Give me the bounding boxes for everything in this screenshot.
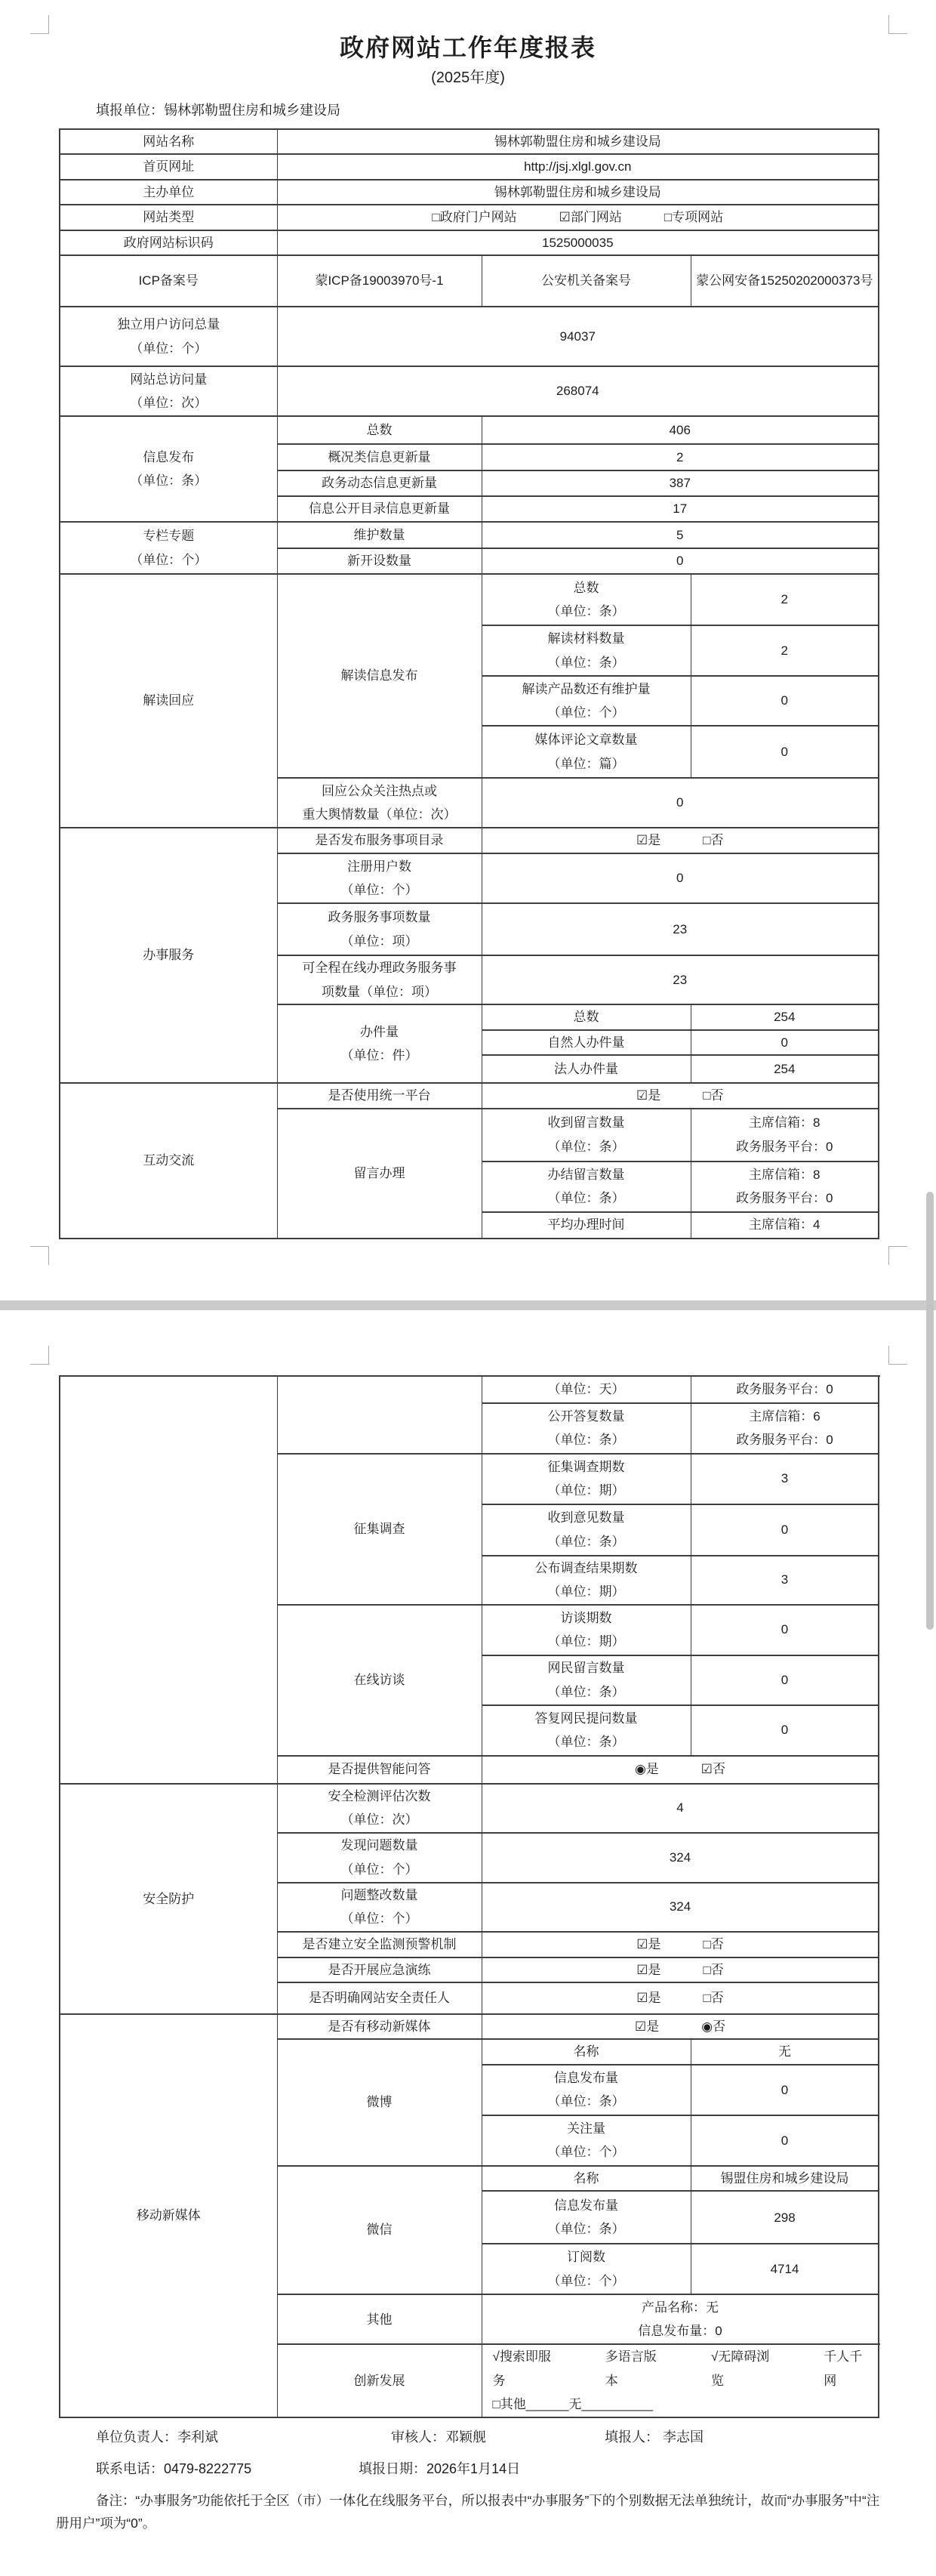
metric-label: 公布调查结果期数 （单位：期） <box>482 1556 691 1605</box>
host-unit-label: 主办单位 <box>60 180 277 205</box>
metric-value: 0 <box>482 853 879 903</box>
uv-value: 94037 <box>277 307 879 366</box>
page1-top-right-crop-mark <box>888 15 907 34</box>
police-value: 蒙公网安备15250202000373号 <box>691 255 879 307</box>
site-code-value: 1525000035 <box>277 230 879 255</box>
metric-value: 17 <box>482 496 879 522</box>
metric-value: 298 <box>691 2191 879 2244</box>
wechat-label: 微信 <box>277 2166 482 2294</box>
metric-label: 信息发布量 （单位：条） <box>482 2065 691 2115</box>
metric-label: 公开答复数量 （单位：条） <box>482 1403 691 1454</box>
msg-label-continued-cell <box>277 1376 482 1454</box>
host-unit-value: 锡林郭勒盟住房和城乡建设局 <box>277 180 879 205</box>
interact-platform-label: 是否使用统一平台 <box>277 1083 482 1108</box>
checkbox-yes: ☑是 <box>636 1991 661 2006</box>
interact-section-continued-cell <box>60 1376 277 1784</box>
section-interpret: 解读回应 <box>60 574 277 828</box>
interact-platform-value <box>482 1083 879 1108</box>
site-name-value: 锡林郭勒盟住房和城乡建设局 <box>277 129 879 154</box>
innovation-item: 多语言版本 <box>605 2349 657 2388</box>
security-question-value <box>482 1957 879 1982</box>
metric-label: （单位：天） <box>482 1376 691 1403</box>
newmedia-has-value <box>482 2014 879 2039</box>
metric-label: 概况类信息更新量 <box>277 444 482 470</box>
metric-value: 0 <box>691 1655 879 1705</box>
metric-label: 维护数量 <box>277 522 482 548</box>
security-question-label: 是否开展应急演练 <box>277 1957 482 1982</box>
checkbox-yes: ☑是 <box>636 1936 661 1951</box>
metric-label: 安全检测评估次数 （单位：次） <box>277 1784 482 1833</box>
checkbox-yes: ☑是 <box>636 1962 661 1977</box>
metric-value: 0 <box>691 1030 879 1055</box>
interview-sub-label: 在线访谈 <box>277 1605 482 1756</box>
section-security: 安全防护 <box>60 1784 277 2014</box>
metric-value: 主席信箱：6 政务服务平台：0 <box>691 1403 879 1454</box>
home-url-value: http://jsj.xlgl.gov.cn <box>277 154 879 179</box>
security-question-value <box>482 1982 879 2014</box>
metric-label: 政务动态信息更新量 <box>277 470 482 496</box>
metric-label: 法人办件量 <box>482 1055 691 1083</box>
checkbox-no: □否 <box>703 1962 724 1977</box>
metric-label: 总数 <box>277 416 482 444</box>
radio-no: ◉否 <box>701 2019 726 2034</box>
metric-label: 信息公开目录信息更新量 <box>277 496 482 522</box>
checkbox-yes: ☑是 <box>636 1088 661 1103</box>
section-newmedia: 移动新媒体 <box>60 2014 277 2417</box>
page1-bottom-left-crop-mark <box>30 1246 49 1265</box>
icp-label: ICP备案号 <box>60 255 277 307</box>
metric-value: 4714 <box>691 2244 879 2294</box>
innovation-value <box>482 2344 879 2417</box>
security-question-label: 是否建立安全监测预警机制 <box>277 1932 482 1957</box>
footer-contacts <box>0 2457 936 2480</box>
metric-value: 0 <box>691 1705 879 1756</box>
site-type-value <box>277 205 879 230</box>
metric-value: 主席信箱：4 <box>691 1212 879 1239</box>
newmedia-has-label: 是否有移动新媒体 <box>277 2014 482 2039</box>
metric-label: 收到意见数量 （单位：条） <box>482 1504 691 1556</box>
metric-label: 问题整改数量 （单位：个） <box>277 1883 482 1932</box>
service-catalog-label: 是否发布服务事项目录 <box>277 828 482 853</box>
respond-hotspot-value: 0 <box>482 778 879 828</box>
metric-value: 5 <box>482 522 879 548</box>
metric-label: 政务服务事项数量 （单位：项） <box>277 903 482 955</box>
metric-value: 23 <box>482 903 879 955</box>
checkbox-no: ☑否 <box>700 1762 726 1777</box>
section-service: 办事服务 <box>60 828 277 1083</box>
qa-label: 是否提供智能问答 <box>277 1756 482 1784</box>
metric-value: 0 <box>691 1504 879 1556</box>
metric-value: 387 <box>482 470 879 496</box>
report-table-page2 <box>59 1375 879 2418</box>
report-title: 政府网站工作年度报表 <box>339 34 596 61</box>
service-catalog-value <box>482 828 879 853</box>
home-url-label: 首页网址 <box>60 154 277 179</box>
metric-value: 324 <box>482 1833 879 1883</box>
metric-value: 0 <box>691 676 879 726</box>
section-interact: 互动交流 <box>60 1083 277 1238</box>
footer-signatures <box>0 2426 936 2448</box>
page1-top-left-crop-mark <box>30 15 49 34</box>
metric-label: 订阅数 （单位：个） <box>482 2244 691 2294</box>
innovation-other: □其他______无__________ <box>492 2397 654 2412</box>
metric-label: 访谈期数 （单位：期） <box>482 1605 691 1655</box>
checkbox-no: □否 <box>703 1991 724 2006</box>
footer-note: 备注：“办事服务”功能依托于全区（市）一体化在线服务平台，所以报表中“办事服务”下的个别数据无法单独统计，故而“办事服务”中“注册用户”项为“0”。 <box>56 2492 880 2531</box>
pv-value: 268074 <box>277 366 879 416</box>
metric-label: 新开设数量 <box>277 548 482 574</box>
metric-label: 平均办理时间 <box>482 1212 691 1239</box>
checkbox-no: □否 <box>703 1088 724 1103</box>
metric-value: 锡盟住房和城乡建设局 <box>691 2166 879 2191</box>
metric-value: 2 <box>691 574 879 625</box>
security-question-label: 是否明确网站安全责任人 <box>277 1982 482 2014</box>
report-table-page1 <box>59 128 879 1239</box>
innovation-item: 千人千网 <box>824 2349 863 2388</box>
other-media-label: 其他 <box>277 2294 482 2344</box>
metric-value: 主席信箱：8 政务服务平台：0 <box>691 1162 879 1212</box>
section-info-pub: 信息发布 （单位：条） <box>60 416 277 522</box>
metric-value: 无 <box>691 2039 879 2064</box>
site-type-option-department: ☑部门网站 <box>559 210 622 225</box>
metric-value: 4 <box>482 1784 879 1833</box>
footer-filler: 填报人： 李志国 <box>605 2429 704 2445</box>
metric-label: 收到留言数量 （单位：条） <box>482 1109 691 1162</box>
metric-value: 2 <box>482 444 879 470</box>
metric-label: 发现问题数量 （单位：个） <box>277 1833 482 1883</box>
metric-value: 2 <box>691 625 879 676</box>
metric-value: 0 <box>691 726 879 778</box>
metric-value: 3 <box>691 1556 879 1605</box>
metric-value: 3 <box>691 1454 879 1504</box>
innovation-item: √搜索即服务 <box>492 2349 551 2388</box>
police-label: 公安机关备案号 <box>482 255 691 307</box>
site-type-option-portal: □政府门户网站 <box>432 210 517 225</box>
metric-label: 答复网民提问数量 （单位：条） <box>482 1705 691 1756</box>
icp-value: 蒙ICP备19003970号-1 <box>277 255 482 307</box>
checkbox-yes: ☑是 <box>636 833 661 848</box>
service-volume-label: 办件量 （单位：件） <box>277 1004 482 1083</box>
metric-value: 0 <box>482 548 879 574</box>
vertical-scrollbar-thumb[interactable] <box>926 1192 934 1630</box>
qa-value <box>482 1756 879 1784</box>
metric-label: 媒体评论文章数量 （单位：篇） <box>482 726 691 778</box>
metric-value: 0 <box>691 1605 879 1655</box>
metric-value: 0 <box>691 2115 879 2166</box>
site-type-option-special: □专项网站 <box>664 210 724 225</box>
page2-top-left-crop-mark <box>30 1346 49 1365</box>
site-name-label: 网站名称 <box>60 129 277 154</box>
metric-value: 254 <box>691 1004 879 1029</box>
metric-value: 0 <box>691 2065 879 2115</box>
metric-label: 办结留言数量 （单位：条） <box>482 1162 691 1212</box>
section-special-columns: 专栏专题 （单位：个） <box>60 522 277 574</box>
footer-date: 填报日期：2026年1月14日 <box>359 2460 521 2476</box>
metric-value: 23 <box>482 955 879 1004</box>
metric-label: 网民留言数量 （单位：条） <box>482 1655 691 1705</box>
footer-auditor: 审核人：邓颖舰 <box>391 2429 487 2445</box>
metric-label: 自然人办件量 <box>482 1030 691 1055</box>
metric-label: 名称 <box>482 2166 691 2191</box>
metric-label: 名称 <box>482 2039 691 2064</box>
metric-label: 总数 <box>482 1004 691 1029</box>
metric-label: 征集调查期数 （单位：期） <box>482 1454 691 1504</box>
metric-label: 总数 （单位：条） <box>482 574 691 625</box>
security-question-value <box>482 1932 879 1957</box>
metric-value: 324 <box>482 1883 879 1932</box>
checkbox-no: □否 <box>703 833 724 848</box>
metric-value: 254 <box>691 1055 879 1083</box>
footer-leader: 单位负责人：李利斌 <box>96 2429 218 2445</box>
uv-label: 独立用户访问总量 （单位：个） <box>60 307 277 366</box>
pv-label: 网站总访问量 （单位：次） <box>60 366 277 416</box>
section-innovation: 创新发展 <box>277 2344 482 2417</box>
report-unit-line: 填报单位：锡林郭勒盟住房和城乡建设局 <box>96 103 340 118</box>
respond-hotspot-label: 回应公众关注热点或 重大舆情数量（单位：次） <box>277 778 482 828</box>
site-type-label: 网站类型 <box>60 205 277 230</box>
site-code-label: 政府网站标识码 <box>60 230 277 255</box>
radio-yes: ◉是 <box>634 1762 659 1777</box>
report-subtitle: (2025年度) <box>431 69 505 86</box>
weibo-label: 微博 <box>277 2039 482 2165</box>
metric-label: 信息发布量 （单位：条） <box>482 2191 691 2244</box>
checkbox-yes: ☑是 <box>634 2019 660 2034</box>
footer-phone: 联系电话：0479-8222775 <box>96 2460 252 2476</box>
page1-bottom-right-crop-mark <box>888 1246 907 1265</box>
interact-msg-label: 留言办理 <box>277 1109 482 1239</box>
other-media-value: 产品名称：无 信息发布量：0 <box>482 2294 879 2344</box>
metric-value: 406 <box>482 416 879 444</box>
metric-label: 关注量 （单位：个） <box>482 2115 691 2166</box>
page-divider <box>0 1300 936 1310</box>
metric-label: 解读产品数还有维护量 （单位：个） <box>482 676 691 726</box>
innovation-item: √无障碍浏览 <box>710 2349 770 2388</box>
metric-label: 可全程在线办理政务服务事 项数量（单位：项） <box>277 955 482 1004</box>
metric-label: 注册用户数 （单位：个） <box>277 853 482 903</box>
page2-top-right-crop-mark <box>888 1346 907 1365</box>
checkbox-no: □否 <box>703 1936 724 1951</box>
interpret-sub-label: 解读信息发布 <box>277 574 482 778</box>
metric-value: 主席信箱：8 政务服务平台：0 <box>691 1109 879 1162</box>
metric-value: 政务服务平台：0 <box>691 1376 879 1403</box>
metric-label: 解读材料数量 （单位：条） <box>482 625 691 676</box>
survey-sub-label: 征集调查 <box>277 1454 482 1605</box>
